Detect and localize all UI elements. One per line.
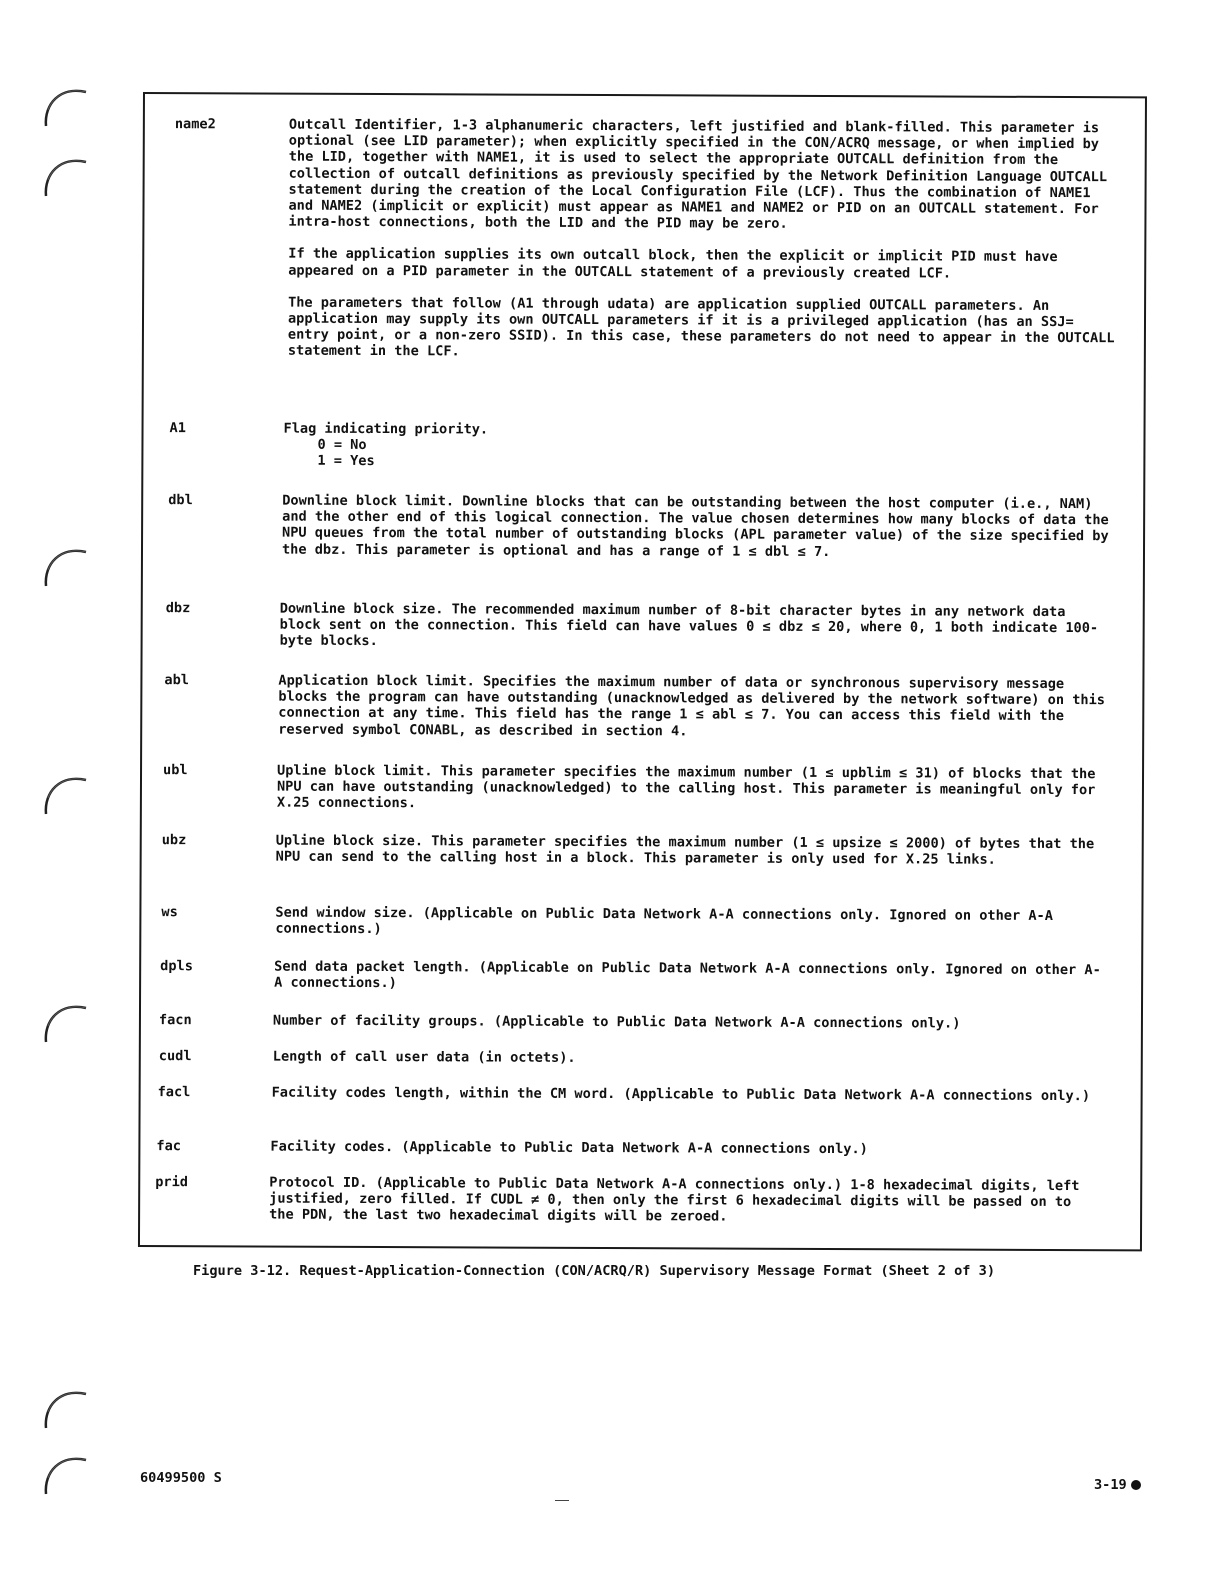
parameter-term: abl (164, 672, 190, 689)
binder-hole-mark (40, 996, 92, 1046)
parameter-term: fac (156, 1138, 181, 1155)
page-number-block (1094, 1477, 1141, 1493)
description-text: Flag indicating priority. (283, 420, 489, 438)
parameter-description: Facility codes. (Applicable to Public Data Network A-A connections only.) (270, 1138, 868, 1158)
parameter-term: facn (158, 1012, 192, 1029)
option-item: 0 = No (317, 436, 367, 454)
parameter-term: dbz (165, 600, 191, 617)
parameter-description: Downline block size. The recommended maximum number of 8-bit character bytes in any network data block sent on the connection. This field can have values 0 ≤ dbz ≤ 20, where 0, 1 both indicate 100-byte blocks. (279, 600, 1099, 650)
figure-caption: Figure 3-12. Request-Application-Connection (CON/ACRQ/R) Supervisory Message Format (Sheet 2 of 3) (193, 1263, 996, 1279)
option-item: 1 = Yes (317, 453, 375, 470)
figure-frame (138, 92, 1147, 1251)
parameter-term: prid (155, 1174, 189, 1191)
parameter-description: Send data packet length. (Applicable on Public Data Network A-A connections only. Ignored on other A-A connections.) (274, 958, 1101, 992)
description-paragraph: The parameters that follow (A1 through udata) are application supplied OUTCALL parameters. An application may supply its own OUTCALL parameters if it is a privileged application (has an SSJ= entry point, or a non-zero SSID). In this case, these parameters do not need to appear in the OUTCALL statement in the LCF. (287, 294, 1115, 360)
binder-hole-mark (40, 1448, 92, 1498)
parameter-description: Send window size. (Applicable on Public Data Network A-A connections only. Ignored on other A-A connections.) (275, 904, 1053, 938)
parameter-description: Upline block limit. This parameter specifies the maximum number (1 ≤ upblim ≤ 31) of blocks that the NPU can have outstanding (unacknowledged) to the calling host. This parameter is meaningful only for X.25 connections. (276, 762, 1096, 812)
parameter-term: dbl (168, 492, 193, 509)
description-paragraph: Outcall Identifier, 1-3 alphanumeric characters, left justified and blank-filled. This parameter is optional (see LID parameter); when explicitly specified in the CON/ACRQ message, or when implied by the LID, together with NAME1, it is used to select the appropriate OUTCALL definition from the collection of outcall definitions as previously specified by the Network Definition Language OUTCALL statement during the creation of the Local Configuration File (LCF). Thus the combination of NAME1 and NAME2 (implicit or explicit) must appear as NAME1 and NAME2 or PID on an OUTCALL statement. For intra-host connections, both the LID and the PID may be zero. (288, 116, 1108, 233)
description-paragraph: If the application supplies its own outcall block, then the explicit or implicit PID must have appeared on a PID parameter in the OUTCALL statement of a previously created LCF. (288, 246, 1058, 282)
parameter-term: dpls (160, 958, 193, 975)
parameter-term: name2 (174, 116, 216, 133)
parameter-term: A1 (169, 420, 186, 437)
revision-bullet-icon (1131, 1480, 1141, 1490)
parameter-term: facl (157, 1084, 191, 1101)
scan-mark (555, 1500, 569, 1501)
document-number: 60499500 S (140, 1470, 222, 1486)
parameter-term: cudl (158, 1048, 192, 1065)
binder-hole-mark (40, 80, 92, 130)
binder-hole-mark (40, 768, 92, 818)
parameter-description: Upline block size. This parameter specifies the maximum number (1 ≤ upsize ≤ 2000) of bytes that the NPU can send to the calling host in a block. This parameter is only used for X.25 links. (275, 832, 1095, 868)
binder-hole-mark (40, 540, 92, 590)
parameter-description: Protocol ID. (Applicable to Public Data Network A-A connections only.) 1-8 hexadecimal digits, left justified, zero filled. If CUDL ≠ 0, then only the first 6 hexadecimal digits will be passed on to the PDN, the last two hexadecimal digits will be zeroed. (269, 1174, 1080, 1225)
parameter-description (288, 117, 1119, 363)
page-number: 3-19 (1094, 1477, 1127, 1493)
binder-hole-mark (40, 1382, 92, 1432)
parameter-description: Number of facility groups. (Applicable to Public Data Network A-A connections only.) (272, 1012, 961, 1032)
parameter-term: ubl (163, 762, 188, 779)
parameter-description: Length of call user data (in octets). (272, 1048, 576, 1066)
parameter-term: ws (161, 904, 178, 921)
parameter-description (283, 421, 1113, 473)
parameter-term: ubz (161, 832, 187, 849)
parameter-description: Downline block limit. Downline blocks that can be outstanding between the host computer (i.e., NAM) and the other end of this logical connection. The value chosen determines how many blocks of data the NPU queues from the total number of outstanding blocks (APL parameter value) of the size specified by the dbz. This parameter is optional and has a range of 1 ≤ dbl ≤ 7. (281, 492, 1109, 560)
parameter-description: Facility codes length, within the CM word. (Applicable to Public Data Network A-A connections only.) (271, 1084, 1091, 1105)
parameter-description: Application block limit. Specifies the maximum number of data or synchronous supervisory message blocks the program can have outstanding (unacknowledged as delivered by the network software) on this connection at any time. This field has the range 1 ≤ abl ≤ 7. You can access this field with the reserved symbol CONABL, as described in section 4. (278, 672, 1105, 739)
binder-hole-mark (40, 150, 92, 200)
